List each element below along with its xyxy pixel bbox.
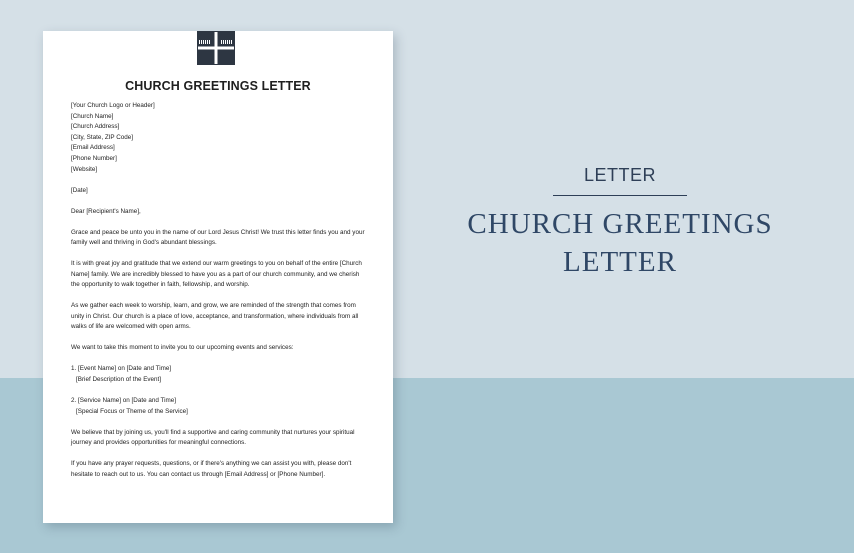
list-item <box>71 396 367 417</box>
list-item-line: 2. [Service Name] on [Date and Time] <box>71 397 176 404</box>
header-line: [Phone Number] <box>71 154 117 162</box>
cross-logo-icon <box>197 31 235 65</box>
list-item-detail: [Special Focus or Theme of the Service] <box>76 407 188 415</box>
category-label: LETTER <box>583 165 656 185</box>
document-title: CHURCH GREETINGS LETTER <box>125 79 311 93</box>
header-line: [Your Church Logo or Header] <box>71 102 155 109</box>
list-item <box>71 364 367 385</box>
document-body <box>71 101 367 491</box>
header-line: [Website] <box>71 165 98 173</box>
header-line: [City, State, ZIP Code] <box>71 133 134 141</box>
list-item-line: 1. [Event Name] on [Date and Time] <box>71 365 172 373</box>
body-paragraph: Grace and peace be unto you in the name of our Lord Jesus Christ! We trust this letter finds you and your family well and thriving in God's abundant blessings. <box>71 228 365 247</box>
letter-header <box>71 101 367 175</box>
body-paragraph: As we gather each week to worship, learn, and grow, we are reminded of the strength that comes from unity in Christ. Our church is a place of love, acceptance, and transformation, where individuals from all walks of life are welcomed with open arms. <box>71 302 359 331</box>
closing-paragraph: If you have any prayer requests, questions, or if there's anything we can assist you with, please don't hesitate to reach out to us. You can contact us through [Email Address] or [Phone Number]. <box>71 460 352 478</box>
panel-title-line: CHURCH GREETINGS <box>467 208 773 240</box>
salutation: Dear [Recipient's Name], <box>71 207 141 215</box>
divider <box>553 195 687 196</box>
title-panel <box>460 165 780 281</box>
body-paragraph: We want to take this moment to invite you to our upcoming events and services: <box>71 344 294 352</box>
body-paragraph: It is with great joy and gratitude that we extend our warm greetings to you on behalf of the entire [Church Name] family. We are incredibly blessed to have you as a part of our church community, and we cherish the opportunity to walk together in faith, fellowship, and worship. <box>71 260 362 289</box>
letter-document <box>43 31 393 523</box>
letter-date: [Date] <box>71 186 88 194</box>
panel-title-line: LETTER <box>563 246 677 278</box>
header-line: [Email Address] <box>71 144 115 152</box>
list-item-detail: [Brief Description of the Event] <box>76 376 162 384</box>
closing-paragraph: We believe that by joining us, you'll find a supportive and caring community that nurtures your spiritual journey and provides opportunities for meaningful connections. <box>71 428 355 447</box>
header-line: [Church Address] <box>71 123 120 131</box>
header-line: [Church Name] <box>71 112 114 120</box>
panel-title <box>460 205 780 281</box>
